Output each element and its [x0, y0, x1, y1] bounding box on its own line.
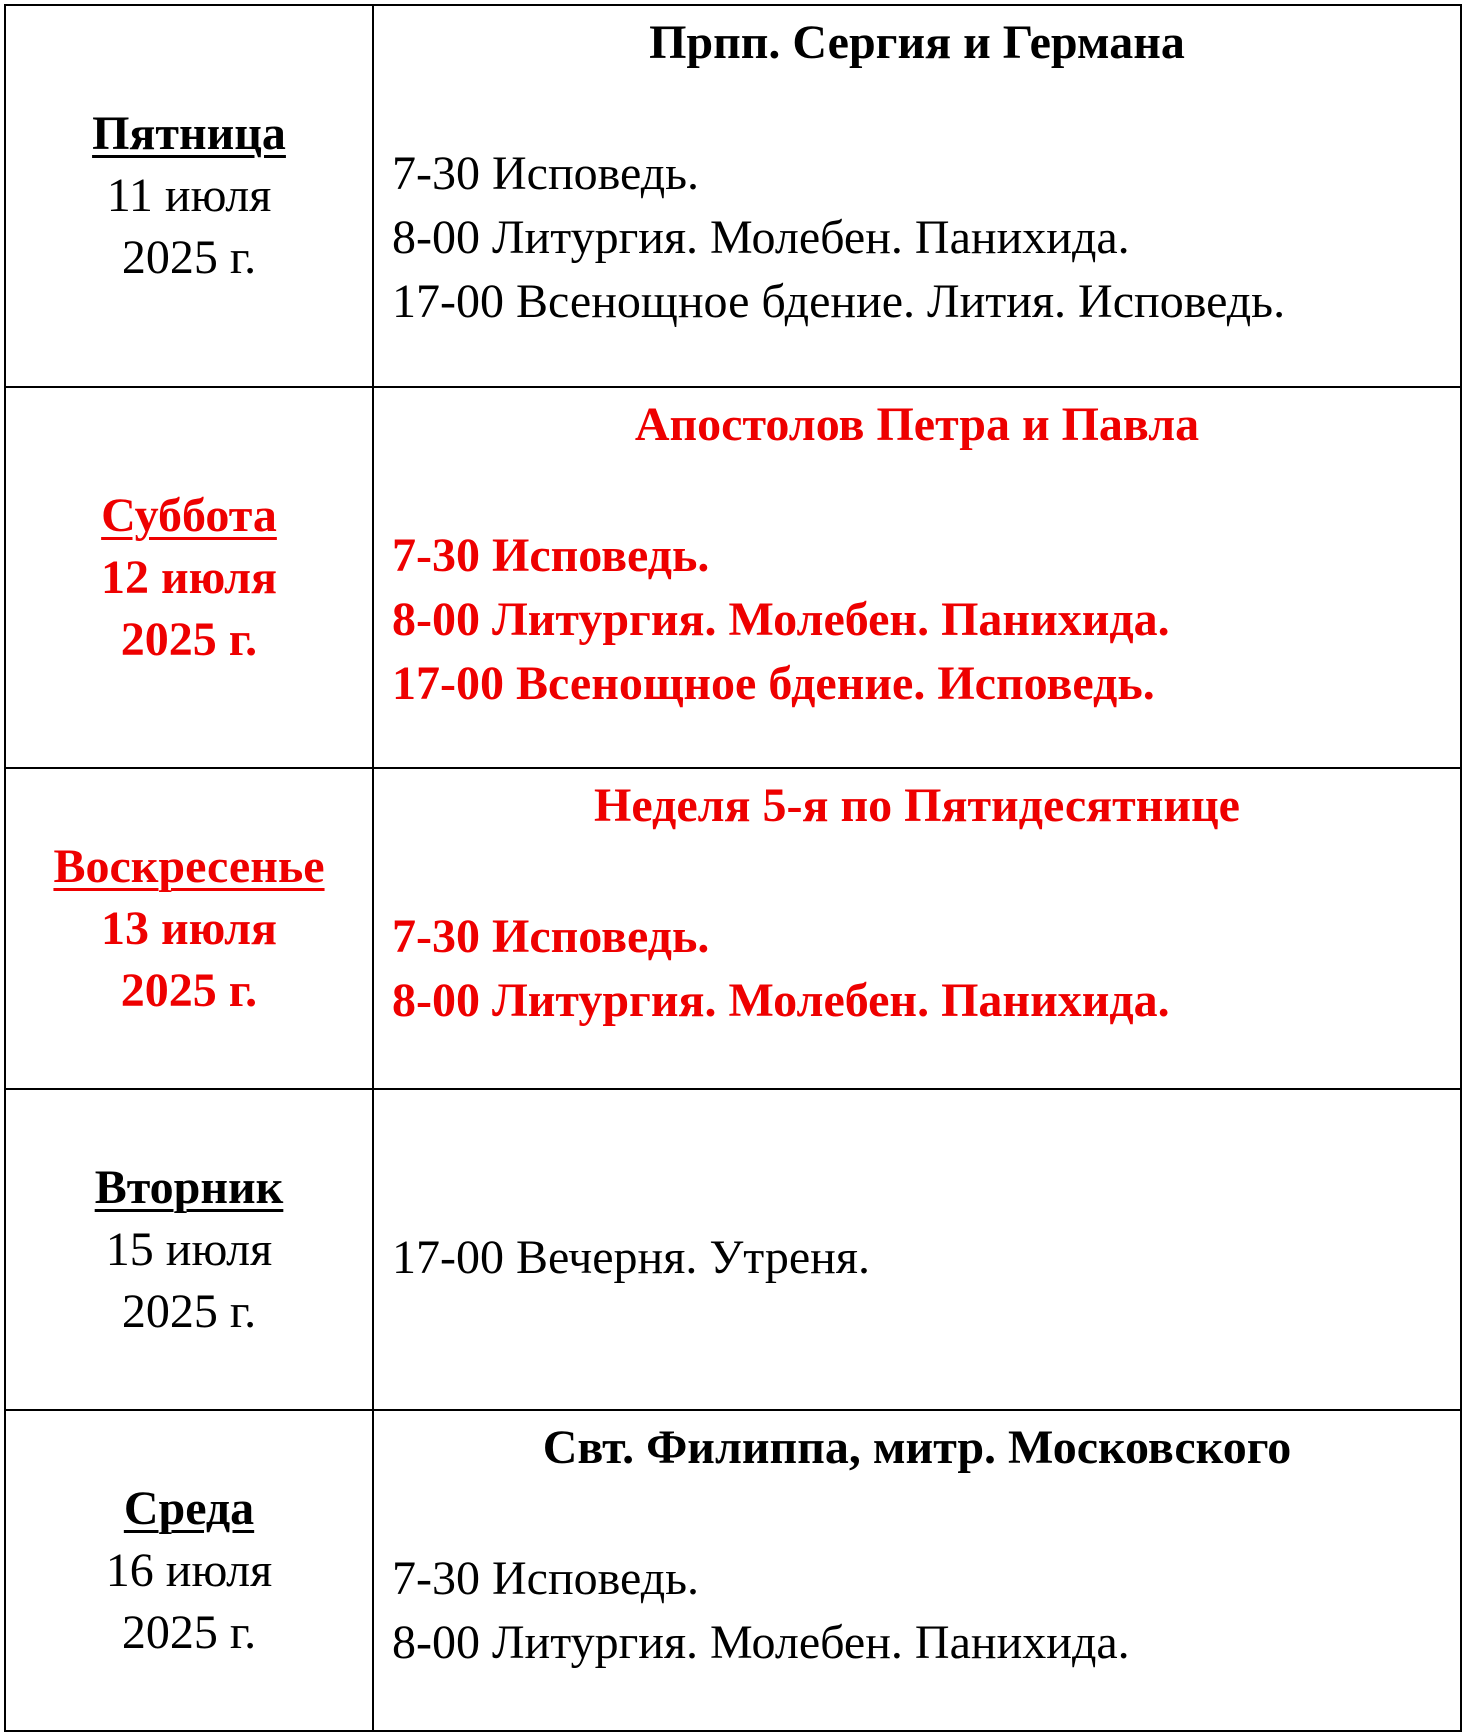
- day-name: Суббота: [101, 488, 277, 542]
- services-cell-tuesday: [373, 1089, 1461, 1410]
- feast-title: Свт. Филиппа, митр. Московского: [542, 1421, 1292, 1474]
- feast-title: Прпп. Сергия и Германа: [649, 16, 1185, 69]
- day-date: 15 июля: [105, 1222, 273, 1276]
- services-cell-saturday: [373, 387, 1461, 768]
- schedule-row-sunday: [5, 768, 1461, 1089]
- day-cell-sunday: [5, 768, 373, 1089]
- feast-title: Неделя 5-я по Пятидесятнице: [594, 779, 1240, 832]
- services-cell-friday: [373, 5, 1461, 387]
- schedule-row-friday: [5, 5, 1461, 387]
- day-cell-tuesday: [5, 1089, 373, 1410]
- services-cell-wednesday: [373, 1410, 1461, 1731]
- schedule-row-tuesday: [5, 1089, 1461, 1410]
- service-line: 8-00 Литургия. Молебен. Панихида.: [392, 974, 1170, 1027]
- service-line: 7-30 Исповедь.: [392, 147, 700, 200]
- day-date: 11 июля: [106, 169, 272, 222]
- service-line: 17-00 Всенощное бдение. Лития. Исповедь.: [392, 275, 1286, 328]
- service-line: 7-30 Исповедь.: [392, 910, 710, 963]
- service-line: 7-30 Исповедь.: [392, 1552, 700, 1605]
- day-date: 13 июля: [100, 901, 278, 955]
- schedule-row-wednesday: [5, 1410, 1461, 1731]
- day-year: 2025 г.: [120, 963, 258, 1017]
- schedule-row-saturday: [5, 387, 1461, 768]
- service-line: 17-00 Всенощное бдение. Исповедь.: [392, 657, 1155, 710]
- day-date: 16 июля: [105, 1543, 273, 1597]
- feast-title: [392, 1096, 1460, 1158]
- service-line: 7-30 Исповедь.: [392, 529, 710, 582]
- day-year: 2025 г.: [120, 612, 258, 666]
- day-year: 2025 г.: [121, 1605, 257, 1659]
- day-date: 12 июля: [100, 550, 278, 604]
- day-cell-friday: [5, 5, 373, 387]
- service-line: 8-00 Литургия. Молебен. Панихида.: [392, 211, 1130, 264]
- day-name: Пятница: [92, 107, 286, 160]
- services-cell-sunday: [373, 768, 1461, 1089]
- service-line: 17-00 Вечерня. Утреня.: [392, 1231, 870, 1284]
- service-schedule-table: [4, 4, 1462, 1732]
- day-year: 2025 г.: [121, 1284, 257, 1338]
- day-name: Среда: [123, 1481, 255, 1535]
- day-year: 2025 г.: [121, 231, 257, 284]
- day-cell-saturday: [5, 387, 373, 768]
- day-name: Вторник: [94, 1160, 284, 1214]
- day-name: Воскресенье: [53, 839, 325, 893]
- feast-title: Апостолов Петра и Павла: [634, 398, 1200, 451]
- service-line: 8-00 Литургия. Молебен. Панихида.: [392, 1616, 1130, 1669]
- service-line: 8-00 Литургия. Молебен. Панихида.: [392, 593, 1170, 646]
- day-cell-wednesday: [5, 1410, 373, 1731]
